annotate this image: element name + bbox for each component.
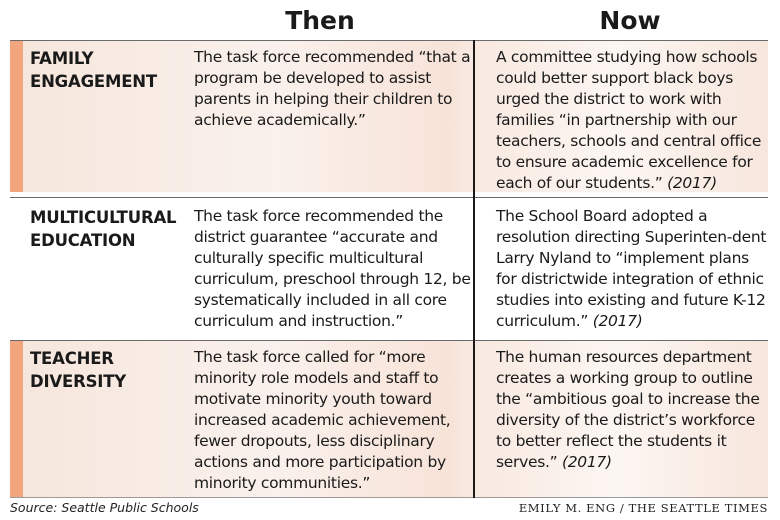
now-text: The human resources department creates a working group to outline the “ambitious goal to increase the diversity of the district’s workforce to better reflect the students it serves.” — [496, 348, 760, 471]
now-year: (2017) — [561, 453, 612, 471]
row-label: FAMILY ENGAGEMENT — [30, 49, 157, 91]
column-divider — [473, 40, 475, 498]
divider-bottom — [10, 497, 768, 498]
now-cell — [496, 206, 768, 332]
then-text: The task force recommended the district guarantee “accurate and culturally specific multicultural curriculum, preschool through 12, be systematically included in all core curriculum and instruction.” — [194, 207, 471, 330]
divider-row-1 — [10, 197, 768, 198]
now-text: A committee studying how schools could better support black boys urged the district to work with families “in partnership with our teachers, schools and central office to ensure academic excellence for each of our students.” — [496, 48, 762, 192]
header-then: Then — [285, 6, 355, 35]
source-note: Source: Seattle Public Schools — [10, 500, 199, 515]
accent-bar — [10, 41, 23, 192]
row-teacher-diversity — [10, 341, 768, 497]
accent-bar — [10, 341, 23, 497]
row-label: TEACHER DIVERSITY — [30, 349, 127, 391]
row-label: MULTICULTURAL EDUCATION — [30, 208, 177, 250]
credit-line: EMILY M. ENG / THE SEATTLE TIMES — [518, 501, 768, 515]
now-text: The School Board adopted a resolution directing Superinten-dent Larry Nyland to “implement plans for districtwide integration of ethnic studies into existing and future K-12 curriculum.” — [496, 207, 767, 330]
now-year: (2017) — [592, 312, 643, 330]
row-multicultural-education — [10, 200, 768, 340]
header-now: Now — [599, 6, 661, 35]
now-cell — [496, 47, 768, 194]
row-family-engagement — [10, 41, 768, 192]
now-year: (2017) — [667, 174, 717, 192]
then-text: The task force called for “more minority role models and staff to motivate minority youth toward increased academic achievement, fewer dropouts, less disciplinary actions and more participation by minority communities.” — [194, 348, 451, 492]
now-cell — [496, 347, 768, 473]
then-text: The task force recommended “that a program be developed to assist parents in helping their children to achieve academically.” — [194, 48, 471, 129]
